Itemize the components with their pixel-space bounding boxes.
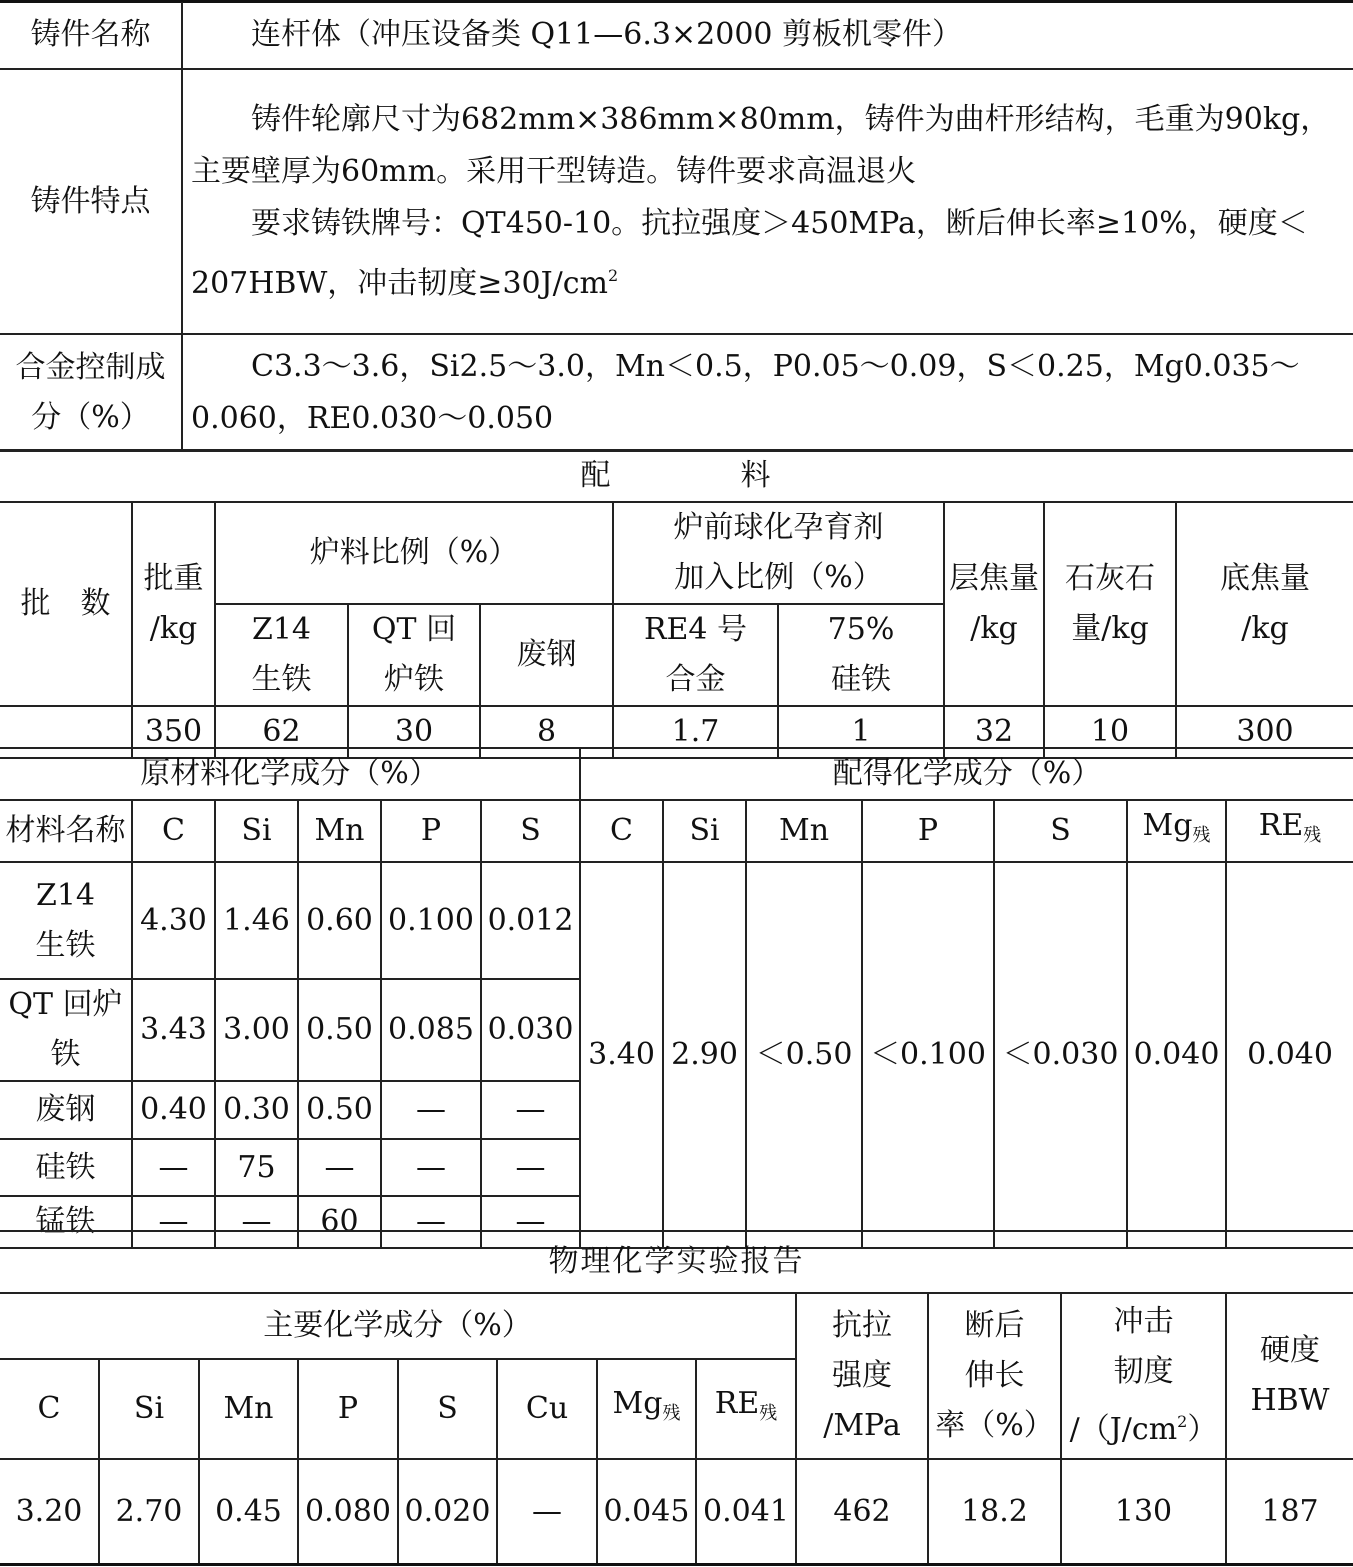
re4-alloy-header: RE4 号 合金 <box>613 604 778 706</box>
features-paragraph-2: 要求铸铁牌号：QT450-10。抗拉强度＞450MPa，断后伸长率≥10%，硬度＜207HBW，冲击韧度$\ge 30J/cm^2$ <box>191 205 1308 301</box>
raw-mn-header: Mn <box>298 800 381 862</box>
material-c-value: 3.43 <box>132 979 215 1081</box>
batching-table <box>0 449 1353 759</box>
material-c-value: — <box>132 1139 215 1196</box>
z14-value: 62 <box>215 706 348 758</box>
batch-weight-header: 批重 /kg <box>132 502 215 706</box>
report-mn-value: 0.45 <box>199 1459 298 1565</box>
material-s-value: — <box>481 1081 580 1139</box>
mix-si-value: 2.90 <box>663 862 746 1248</box>
impact-header: 冲击 韧度 $/(J/cm^2)$ <box>1061 1293 1226 1459</box>
material-row-name: QT 回炉 铁 <box>0 979 132 1081</box>
material-si-value: 1.46 <box>215 862 298 979</box>
report-cu-header: Cu <box>497 1359 597 1459</box>
report-cu-value: — <box>497 1459 597 1565</box>
material-p-value: — <box>381 1081 481 1139</box>
report-mg-header: $Mg_残$ <box>597 1359 696 1459</box>
report-re-header: $RE_残$ <box>696 1359 796 1459</box>
report-title: 物理化学实验报告 <box>0 1231 1353 1293</box>
material-s-value: — <box>481 1139 580 1196</box>
limestone-header: 石灰石 量/kg <box>1044 502 1176 706</box>
z14-pig-iron-header: Z14 生铁 <box>215 604 348 706</box>
report-mn-header: Mn <box>199 1359 298 1459</box>
chemistry-table <box>0 747 1353 1249</box>
tensile-value: 462 <box>796 1459 928 1565</box>
material-mn-value: 60 <box>298 1196 381 1248</box>
report-si-header: Si <box>99 1359 199 1459</box>
material-row-name: 锰铁 <box>0 1196 132 1248</box>
report-s-value: 0.020 <box>398 1459 497 1565</box>
inoculant-header: 炉前球化孕育剂 加入比例（%） <box>613 502 944 604</box>
mix-s-value: ＜0.030 <box>994 862 1127 1248</box>
main-chem-header: 主要化学成分（%） <box>0 1293 796 1359</box>
material-mn-value: 0.50 <box>298 1081 381 1139</box>
material-p-value: 0.085 <box>381 979 481 1081</box>
batch-weight-value: 350 <box>132 706 215 758</box>
casting-info-table <box>0 2 1353 452</box>
tensile-header: 抗拉 强度 /MPa <box>796 1293 928 1459</box>
material-p-value: — <box>381 1139 481 1196</box>
name-label: 铸件名称 <box>0 2 182 69</box>
report-s-header: S <box>398 1359 497 1459</box>
mix-mn-value: ＜0.50 <box>746 862 862 1248</box>
scrap-value: 8 <box>480 706 613 758</box>
ferrosilicon-value: 1 <box>778 706 944 758</box>
material-c-value: — <box>132 1196 215 1248</box>
mix-s-header: S <box>994 800 1127 862</box>
features-value <box>182 69 1353 334</box>
report-p-header: P <box>298 1359 398 1459</box>
mix-c-header: C <box>580 800 663 862</box>
mix-p-value: ＜0.100 <box>862 862 994 1248</box>
charge-ratio-header: 炉料比例（%） <box>215 502 613 604</box>
hardness-value: 187 <box>1226 1459 1353 1565</box>
features-paragraph-1: 铸件轮廓尺寸为682mm×386mm×80mm，铸件为曲杆形结构，毛重为90kg，主要壁厚为60mm。采用干型铸造。铸件要求高温退火 <box>191 101 1331 189</box>
re4-value: 1.7 <box>613 706 778 758</box>
bottom-coke-header: 底焦量 /kg <box>1176 502 1353 706</box>
mix-mn-header: Mn <box>746 800 862 862</box>
mix-p-header: P <box>862 800 994 862</box>
layer-coke-value: 32 <box>944 706 1044 758</box>
material-si-value: — <box>215 1196 298 1248</box>
batching-title: 配 料 <box>0 450 1353 502</box>
elongation-header: 断后 伸长 率（%） <box>928 1293 1061 1459</box>
bottom-rule <box>0 1563 1353 1566</box>
qt-return-value: 30 <box>348 706 480 758</box>
mix-mg-value: 0.040 <box>1127 862 1226 1248</box>
mix-si-header: Si <box>663 800 746 862</box>
name-value: 连杆体（冲压设备类 Q11—6.3×2000 剪板机零件） <box>182 2 1353 69</box>
mix-mg-header: $Mg_残$ <box>1127 800 1226 862</box>
report-mg-value: 0.045 <box>597 1459 696 1565</box>
features-label: 铸件特点 <box>0 69 182 334</box>
mixed-chem-title: 配得化学成分（%） <box>580 748 1353 800</box>
batch-count-header: 批 数 <box>0 502 132 706</box>
material-row-name: 废钢 <box>0 1081 132 1139</box>
report-p-value: 0.080 <box>298 1459 398 1565</box>
material-si-value: 75 <box>215 1139 298 1196</box>
report-c-value: 3.20 <box>0 1459 99 1565</box>
scrap-steel-header: 废钢 <box>480 604 613 706</box>
elongation-value: 18.2 <box>928 1459 1061 1565</box>
bottom-coke-value: 300 <box>1176 706 1353 758</box>
material-row-name: 硅铁 <box>0 1139 132 1196</box>
impact-value: 130 <box>1061 1459 1226 1565</box>
material-c-value: 0.40 <box>132 1081 215 1139</box>
material-s-value: 0.012 <box>481 862 580 979</box>
raw-p-header: P <box>381 800 481 862</box>
report-re-value: 0.041 <box>696 1459 796 1565</box>
mix-re-header: $RE_残$ <box>1226 800 1353 862</box>
report-c-header: C <box>0 1359 99 1459</box>
raw-material-title: 原材料化学成分（%） <box>0 748 580 800</box>
layer-coke-header: 层焦量 /kg <box>944 502 1044 706</box>
material-c-value: 4.30 <box>132 862 215 979</box>
material-mn-value: 0.50 <box>298 979 381 1081</box>
qt-return-header: QT 回 炉铁 <box>348 604 480 706</box>
report-si-value: 2.70 <box>99 1459 199 1565</box>
material-p-value: — <box>381 1196 481 1248</box>
material-s-value: — <box>481 1196 580 1248</box>
test-report-table <box>0 1230 1353 1566</box>
material-s-value: 0.030 <box>481 979 580 1081</box>
mix-re-value: 0.040 <box>1226 862 1353 1248</box>
material-name-header: 材料名称 <box>0 800 132 862</box>
mix-c-value: 3.40 <box>580 862 663 1248</box>
material-si-value: 0.30 <box>215 1081 298 1139</box>
material-mn-value: 0.60 <box>298 862 381 979</box>
material-p-value: 0.100 <box>381 862 481 979</box>
raw-c-header: C <box>132 800 215 862</box>
material-si-value: 3.00 <box>215 979 298 1081</box>
material-mn-value: — <box>298 1139 381 1196</box>
material-row-name: Z14 生铁 <box>0 862 132 979</box>
raw-si-header: Si <box>215 800 298 862</box>
alloy-value: C3.3～3.6，Si2.5～3.0，Mn＜0.5，P0.05～0.09，S＜0.25，Mg0.035～0.060，RE0.030～0.050 <box>182 334 1353 451</box>
hardness-header: 硬度 HBW <box>1226 1293 1353 1459</box>
ferrosilicon-header: 75% 硅铁 <box>778 604 944 706</box>
limestone-value: 10 <box>1044 706 1176 758</box>
raw-s-header: S <box>481 800 580 862</box>
alloy-label: 合金控制成分（%） <box>0 334 182 451</box>
